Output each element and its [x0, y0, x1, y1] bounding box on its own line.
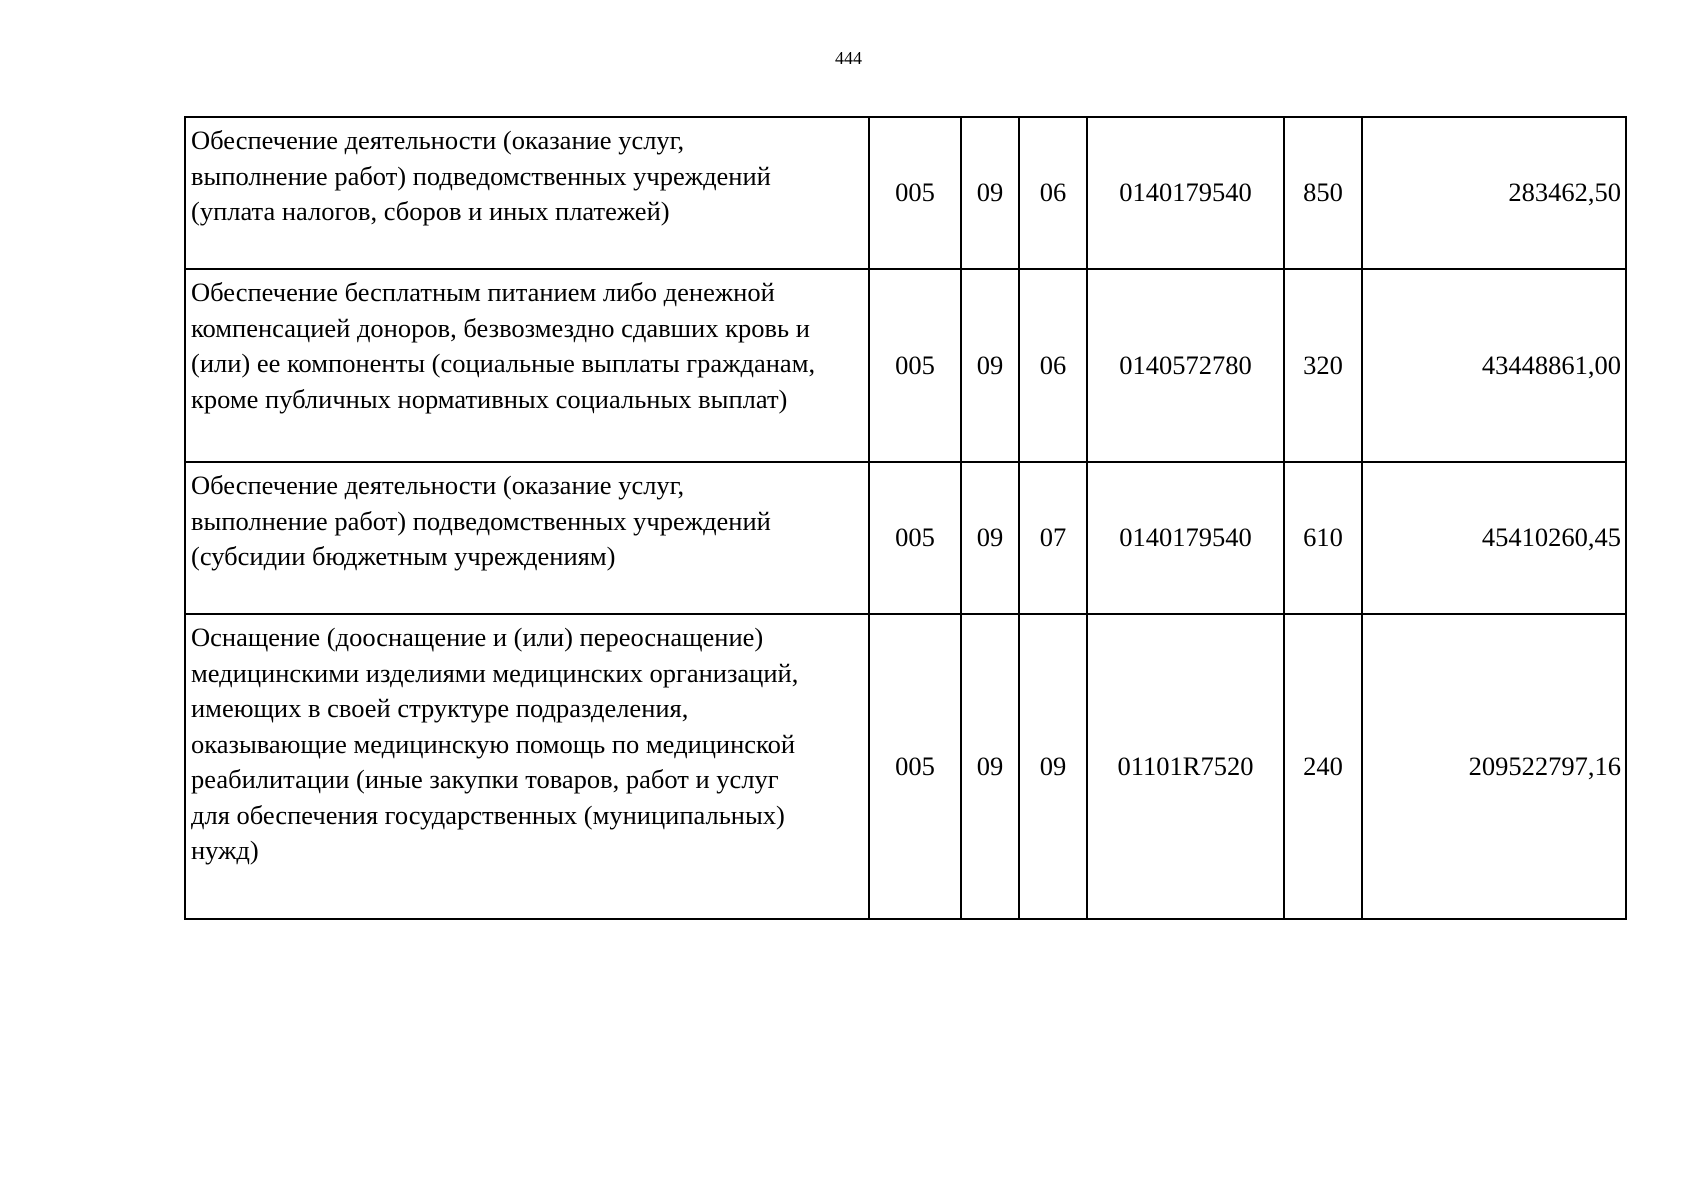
subsection-code: 06 — [1019, 269, 1087, 462]
row-description: Оснащение (дооснащение и (или) переоснащение) медицинскими изделиями медицинских организаций, имеющих в своей структуре подразделения, оказывающие медицинскую помощь по медицинской реабилитации (иные закупки товаров, работ и услуг для обеспечения государственных (муниципальных) нужд) — [185, 614, 869, 919]
target-article-code: 0140179540 — [1087, 462, 1284, 614]
section-code: 09 — [961, 614, 1019, 919]
ministry-code: 005 — [869, 614, 961, 919]
ministry-code: 005 — [869, 117, 961, 269]
expense-type-code: 610 — [1284, 462, 1362, 614]
target-article-code: 01101R7520 — [1087, 614, 1284, 919]
ministry-code: 005 — [869, 269, 961, 462]
table-row — [185, 269, 1626, 462]
budget-table — [184, 116, 1627, 920]
subsection-code: 09 — [1019, 614, 1087, 919]
target-article-code: 0140179540 — [1087, 117, 1284, 269]
table-row — [185, 614, 1626, 919]
amount: 283462,50 — [1362, 117, 1626, 269]
subsection-code: 06 — [1019, 117, 1087, 269]
amount: 209522797,16 — [1362, 614, 1626, 919]
expense-type-code: 320 — [1284, 269, 1362, 462]
ministry-code: 005 — [869, 462, 961, 614]
section-code: 09 — [961, 462, 1019, 614]
table-row — [185, 117, 1626, 269]
row-description: Обеспечение деятельности (оказание услуг, выполнение работ) подведомственных учреждений (уплата налогов, сборов и иных платежей) — [185, 117, 869, 269]
section-code: 09 — [961, 269, 1019, 462]
row-description: Обеспечение бесплатным питанием либо денежной компенсацией доноров, безвозмездно сдавших кровь и (или) ее компоненты (социальные выплаты гражданам, кроме публичных нормативных социальных выплат) — [185, 269, 869, 462]
expense-type-code: 850 — [1284, 117, 1362, 269]
expense-type-code: 240 — [1284, 614, 1362, 919]
section-code: 09 — [961, 117, 1019, 269]
page-number: 444 — [835, 48, 862, 68]
amount: 45410260,45 — [1362, 462, 1626, 614]
row-description: Обеспечение деятельности (оказание услуг, выполнение работ) подведомственных учреждений (субсидии бюджетным учреждениям) — [185, 462, 869, 614]
amount: 43448861,00 — [1362, 269, 1626, 462]
table-row — [185, 462, 1626, 614]
subsection-code: 07 — [1019, 462, 1087, 614]
target-article-code: 0140572780 — [1087, 269, 1284, 462]
